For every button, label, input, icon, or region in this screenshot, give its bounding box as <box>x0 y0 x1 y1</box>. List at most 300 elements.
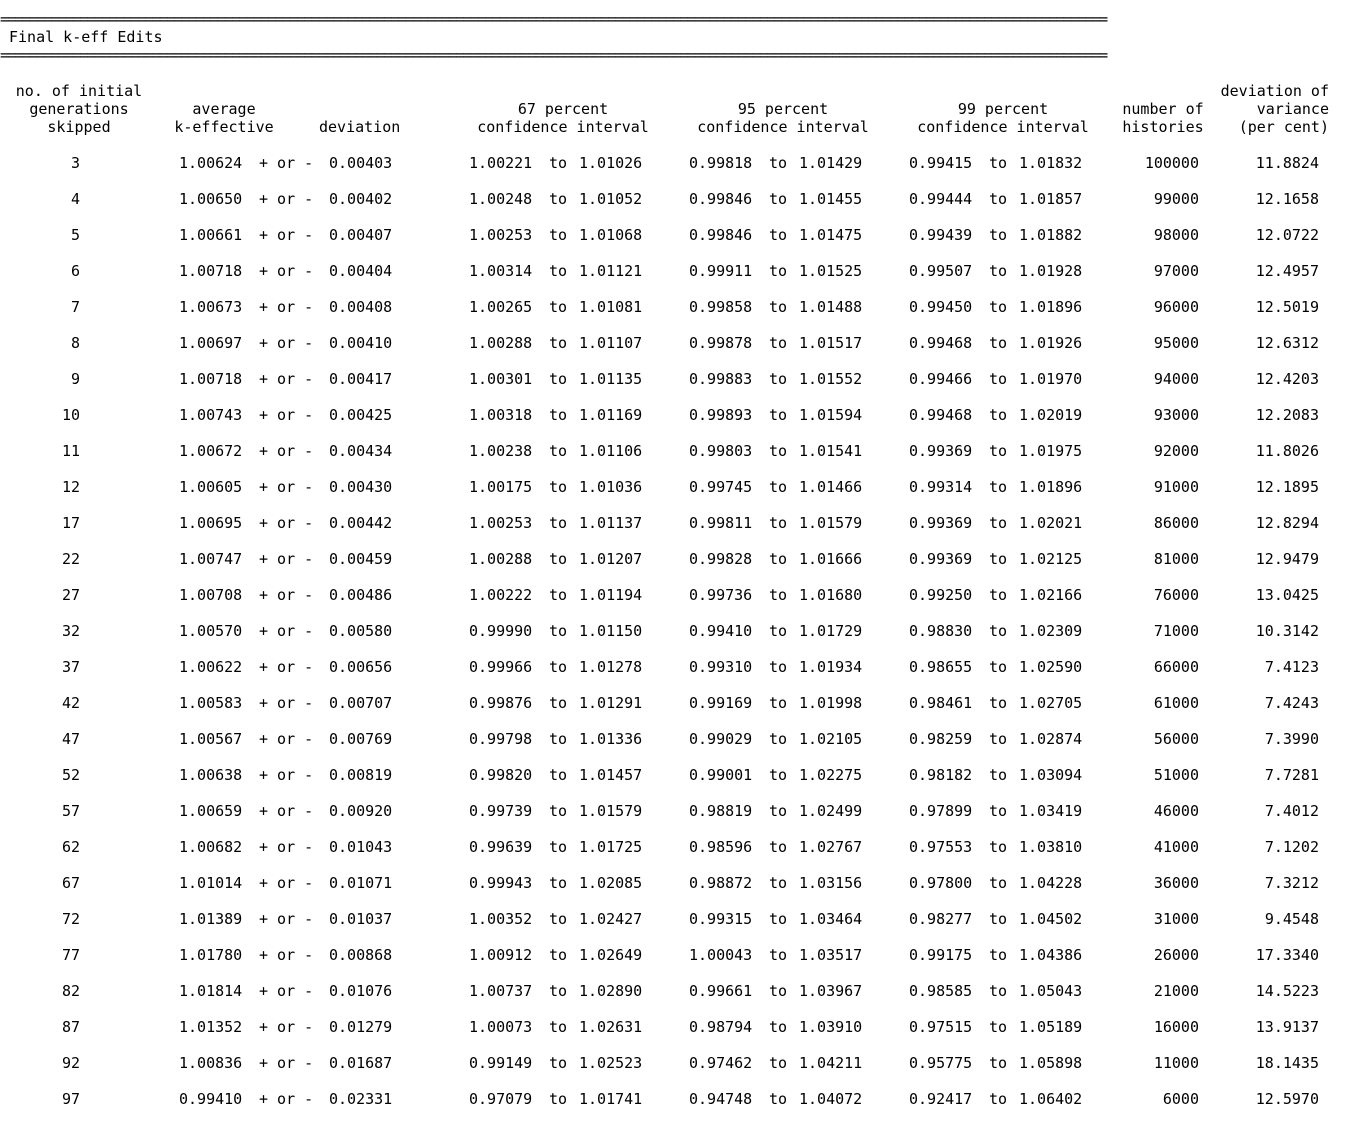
plus-minus: + or - <box>259 586 314 604</box>
ci95-low: 0.99001 <box>689 766 753 784</box>
ci95-low: 0.99803 <box>689 442 753 460</box>
ci99-high: 1.02874 <box>1019 730 1083 748</box>
variance-deviation: 11.8026 <box>1255 442 1319 460</box>
page-title: Final k-eff Edits <box>9 28 163 46</box>
ci67-high: 1.02085 <box>579 874 643 892</box>
ci99-to: to <box>989 298 1008 316</box>
ci67-to: to <box>549 1090 568 1108</box>
ci99-high: 1.02166 <box>1019 586 1083 604</box>
deviation: 0.00407 <box>329 226 393 244</box>
ci95-low: 0.99846 <box>689 190 753 208</box>
ci95-high: 1.04211 <box>799 1054 863 1072</box>
variance-deviation: 7.1202 <box>1264 838 1319 856</box>
ci95-to: to <box>769 478 788 496</box>
histories: 16000 <box>1153 1018 1199 1036</box>
ci67-to: to <box>549 622 568 640</box>
generations-skipped: 27 <box>61 586 80 604</box>
generations-skipped: 9 <box>70 370 80 388</box>
ci99-low: 0.98277 <box>909 910 973 928</box>
ci95-to: to <box>769 154 788 172</box>
ci95-to: to <box>769 298 788 316</box>
k-effective: 1.00673 <box>179 298 243 316</box>
ci95-low: 0.99745 <box>689 478 753 496</box>
generations-skipped: 11 <box>61 442 80 460</box>
ci95-high: 1.03156 <box>799 874 863 892</box>
ci67-to: to <box>549 658 568 676</box>
ci95-low: 0.98794 <box>689 1018 753 1036</box>
ci67-to: to <box>549 406 568 424</box>
ci99-high: 1.04228 <box>1019 874 1083 892</box>
variance-deviation: 7.3990 <box>1264 730 1319 748</box>
deviation: 0.00580 <box>329 622 393 640</box>
variance-deviation: 7.4243 <box>1264 694 1319 712</box>
histories: 98000 <box>1153 226 1199 244</box>
histories: 71000 <box>1153 622 1199 640</box>
header-average-line: k-effective <box>174 118 274 136</box>
ci99-to: to <box>989 190 1008 208</box>
ci99-high: 1.01970 <box>1019 370 1083 388</box>
ci99-to: to <box>989 154 1008 172</box>
histories: 26000 <box>1153 946 1199 964</box>
ci67-high: 1.01036 <box>579 478 643 496</box>
ci67-to: to <box>549 982 568 1000</box>
deviation: 0.00920 <box>329 802 393 820</box>
ci95-low: 0.99310 <box>689 658 753 676</box>
ci99-to: to <box>989 586 1008 604</box>
generations-skipped: 5 <box>70 226 80 244</box>
ci99-high: 1.05189 <box>1019 1018 1083 1036</box>
k-effective: 1.01780 <box>179 946 243 964</box>
plus-minus: + or - <box>259 946 314 964</box>
generations-skipped: 52 <box>61 766 80 784</box>
deviation: 0.00707 <box>329 694 393 712</box>
ci95-to: to <box>769 1054 788 1072</box>
ci67-low: 1.00238 <box>469 442 533 460</box>
histories: 86000 <box>1153 514 1199 532</box>
generations-skipped: 12 <box>61 478 80 496</box>
histories: 31000 <box>1153 910 1199 928</box>
ci99-high: 1.01926 <box>1019 334 1083 352</box>
ci67-to: to <box>549 190 568 208</box>
plus-minus: + or - <box>259 550 314 568</box>
ci99-high: 1.01896 <box>1019 478 1083 496</box>
ci99-high: 1.04386 <box>1019 946 1083 964</box>
ci67-low: 0.99876 <box>469 694 533 712</box>
ci95-high: 1.01466 <box>799 478 863 496</box>
ci99-to: to <box>989 694 1008 712</box>
ci95-to: to <box>769 550 788 568</box>
ci95-low: 0.98872 <box>689 874 753 892</box>
ci95-high: 1.01680 <box>799 586 863 604</box>
ci67-to: to <box>549 478 568 496</box>
histories: 41000 <box>1153 838 1199 856</box>
histories: 97000 <box>1153 262 1199 280</box>
plus-minus: + or - <box>259 406 314 424</box>
ci67-to: to <box>549 154 568 172</box>
ci95-to: to <box>769 658 788 676</box>
ci67-low: 0.99820 <box>469 766 533 784</box>
plus-minus: + or - <box>259 730 314 748</box>
ci67-low: 1.00288 <box>469 334 533 352</box>
k-effective: 1.01814 <box>179 982 243 1000</box>
ci67-high: 1.01278 <box>579 658 643 676</box>
histories: 94000 <box>1153 370 1199 388</box>
histories: 100000 <box>1144 154 1199 172</box>
ci95-to: to <box>769 694 788 712</box>
ci95-to: to <box>769 190 788 208</box>
ci99-low: 0.97515 <box>909 1018 973 1036</box>
variance-deviation: 18.1435 <box>1255 1054 1319 1072</box>
generations-skipped: 8 <box>70 334 80 352</box>
deviation: 0.02331 <box>329 1090 393 1108</box>
histories: 66000 <box>1153 658 1199 676</box>
ci67-to: to <box>549 874 568 892</box>
ci99-low: 0.99369 <box>909 514 973 532</box>
ci99-high: 1.05043 <box>1019 982 1083 1000</box>
deviation: 0.01279 <box>329 1018 393 1036</box>
deviation: 0.00410 <box>329 334 393 352</box>
ci99-high: 1.02019 <box>1019 406 1083 424</box>
ci99-high: 1.02021 <box>1019 514 1083 532</box>
ci95-to: to <box>769 874 788 892</box>
k-effective: 1.00747 <box>179 550 243 568</box>
generations-skipped: 77 <box>61 946 80 964</box>
ci95-to: to <box>769 838 788 856</box>
ci67-to: to <box>549 262 568 280</box>
k-effective: 1.00583 <box>179 694 243 712</box>
ci95-high: 1.01475 <box>799 226 863 244</box>
ci95-low: 0.99169 <box>689 694 753 712</box>
histories: 51000 <box>1153 766 1199 784</box>
ci67-high: 1.01137 <box>579 514 643 532</box>
k-effective: 1.00622 <box>179 658 243 676</box>
ci95-to: to <box>769 766 788 784</box>
variance-deviation: 12.1895 <box>1255 478 1319 496</box>
ci67-to: to <box>549 442 568 460</box>
plus-minus: + or - <box>259 694 314 712</box>
ci99-high: 1.01857 <box>1019 190 1083 208</box>
histories: 93000 <box>1153 406 1199 424</box>
k-effective: 1.01389 <box>179 910 243 928</box>
histories: 99000 <box>1153 190 1199 208</box>
ci99-to: to <box>989 982 1008 1000</box>
ci95-low: 1.00043 <box>689 946 753 964</box>
ci95-low: 0.98819 <box>689 802 753 820</box>
plus-minus: + or - <box>259 910 314 928</box>
ci99-to: to <box>989 478 1008 496</box>
variance-deviation: 12.9479 <box>1255 550 1319 568</box>
ci95-low: 0.97462 <box>689 1054 753 1072</box>
deviation: 0.00430 <box>329 478 393 496</box>
header-skipped-line: generations <box>29 100 129 118</box>
deviation: 0.00459 <box>329 550 393 568</box>
ci67-to: to <box>549 1054 568 1072</box>
ci95-low: 0.99846 <box>689 226 753 244</box>
deviation: 0.00486 <box>329 586 393 604</box>
histories: 76000 <box>1153 586 1199 604</box>
ci99-high: 1.02590 <box>1019 658 1083 676</box>
ci67-low: 0.99149 <box>469 1054 533 1072</box>
plus-minus: + or - <box>259 658 314 676</box>
ci67-high: 1.02649 <box>579 946 643 964</box>
k-effective: 1.00672 <box>179 442 243 460</box>
deviation: 0.00656 <box>329 658 393 676</box>
k-effective: 1.01014 <box>179 874 243 892</box>
plus-minus: + or - <box>259 766 314 784</box>
ci95-low: 0.99878 <box>689 334 753 352</box>
ci99-to: to <box>989 910 1008 928</box>
ci67-high: 1.01068 <box>579 226 643 244</box>
ci99-to: to <box>989 946 1008 964</box>
header-average-line: average <box>192 100 256 118</box>
variance-deviation: 12.6312 <box>1255 334 1319 352</box>
generations-skipped: 57 <box>61 802 80 820</box>
generations-skipped: 97 <box>61 1090 80 1108</box>
bottom-rule: ========================================================================================================================================================= <box>0 46 1107 64</box>
generations-skipped: 47 <box>61 730 80 748</box>
ci95-high: 1.01579 <box>799 514 863 532</box>
top-rule: ========================================================================================================================================================= <box>0 10 1107 28</box>
ci99-to: to <box>989 406 1008 424</box>
deviation: 0.01043 <box>329 838 393 856</box>
ci99-high: 1.01975 <box>1019 442 1083 460</box>
ci95-high: 1.02275 <box>799 766 863 784</box>
variance-deviation: 17.3340 <box>1255 946 1319 964</box>
ci95-to: to <box>769 622 788 640</box>
k-effective: 1.00697 <box>179 334 243 352</box>
plus-minus: + or - <box>259 1018 314 1036</box>
ci67-high: 1.01725 <box>579 838 643 856</box>
deviation: 0.00402 <box>329 190 393 208</box>
ci99-low: 0.98259 <box>909 730 973 748</box>
ci99-low: 0.99450 <box>909 298 973 316</box>
k-effective: 1.00650 <box>179 190 243 208</box>
k-effective: 1.00661 <box>179 226 243 244</box>
ci99-to: to <box>989 730 1008 748</box>
k-effective: 1.01352 <box>179 1018 243 1036</box>
ci95-low: 0.99818 <box>689 154 753 172</box>
ci99-low: 0.98182 <box>909 766 973 784</box>
ci99-to: to <box>989 622 1008 640</box>
ci95-high: 1.02767 <box>799 838 863 856</box>
variance-deviation: 12.8294 <box>1255 514 1319 532</box>
plus-minus: + or - <box>259 1054 314 1072</box>
header-skipped-line: no. of initial <box>15 82 143 100</box>
plus-minus: + or - <box>259 154 314 172</box>
k-effective: 1.00682 <box>179 838 243 856</box>
ci95-low: 0.99410 <box>689 622 753 640</box>
plus-minus: + or - <box>259 226 314 244</box>
ci99-low: 0.99369 <box>909 442 973 460</box>
ci67-high: 1.01457 <box>579 766 643 784</box>
header-ci95-line: confidence interval <box>697 118 869 136</box>
histories: 81000 <box>1153 550 1199 568</box>
k-effective: 1.00718 <box>179 262 243 280</box>
ci99-high: 1.03094 <box>1019 766 1083 784</box>
ci95-to: to <box>769 262 788 280</box>
header-ci99-line: confidence interval <box>917 118 1089 136</box>
histories: 61000 <box>1153 694 1199 712</box>
ci99-to: to <box>989 370 1008 388</box>
variance-deviation: 12.5019 <box>1255 298 1319 316</box>
ci95-low: 0.99029 <box>689 730 753 748</box>
generations-skipped: 87 <box>61 1018 80 1036</box>
plus-minus: + or - <box>259 514 314 532</box>
generations-skipped: 82 <box>61 982 80 1000</box>
ci99-low: 0.99369 <box>909 550 973 568</box>
ci67-high: 1.01121 <box>579 262 643 280</box>
variance-deviation: 13.0425 <box>1255 586 1319 604</box>
ci95-high: 1.01552 <box>799 370 863 388</box>
ci95-high: 1.03464 <box>799 910 863 928</box>
ci95-low: 0.99893 <box>689 406 753 424</box>
variance-deviation: 12.0722 <box>1255 226 1319 244</box>
ci99-low: 0.98830 <box>909 622 973 640</box>
variance-deviation: 7.4012 <box>1264 802 1319 820</box>
histories: 46000 <box>1153 802 1199 820</box>
ci67-low: 1.00248 <box>469 190 533 208</box>
histories: 92000 <box>1153 442 1199 460</box>
ci95-to: to <box>769 802 788 820</box>
ci67-low: 1.00288 <box>469 550 533 568</box>
header-ci99-line: 99 percent <box>957 100 1049 118</box>
ci67-high: 1.01150 <box>579 622 643 640</box>
ci99-low: 0.99468 <box>909 406 973 424</box>
variance-deviation: 12.4957 <box>1255 262 1319 280</box>
variance-deviation: 12.5970 <box>1255 1090 1319 1108</box>
ci99-to: to <box>989 838 1008 856</box>
ci95-to: to <box>769 1018 788 1036</box>
ci99-to: to <box>989 658 1008 676</box>
ci67-high: 1.02631 <box>579 1018 643 1036</box>
ci99-to: to <box>989 550 1008 568</box>
ci67-low: 1.00301 <box>469 370 533 388</box>
ci67-low: 1.00073 <box>469 1018 533 1036</box>
k-effective: 1.00638 <box>179 766 243 784</box>
ci99-high: 1.06402 <box>1019 1090 1083 1108</box>
ci95-high: 1.01525 <box>799 262 863 280</box>
ci67-high: 1.01741 <box>579 1090 643 1108</box>
variance-deviation: 12.1658 <box>1255 190 1319 208</box>
ci95-low: 0.99911 <box>689 262 753 280</box>
ci67-low: 0.97079 <box>469 1090 533 1108</box>
ci67-to: to <box>549 370 568 388</box>
header-deviation: deviation <box>319 118 401 136</box>
k-effective: 1.00570 <box>179 622 243 640</box>
ci99-low: 0.97553 <box>909 838 973 856</box>
deviation: 0.00819 <box>329 766 393 784</box>
ci67-high: 1.02523 <box>579 1054 643 1072</box>
ci95-to: to <box>769 982 788 1000</box>
plus-minus: + or - <box>259 262 314 280</box>
ci99-to: to <box>989 442 1008 460</box>
variance-deviation: 7.7281 <box>1264 766 1319 784</box>
header-histories-line: number of <box>1122 100 1204 118</box>
ci99-high: 1.01882 <box>1019 226 1083 244</box>
ci67-to: to <box>549 766 568 784</box>
ci99-low: 0.98585 <box>909 982 973 1000</box>
ci99-high: 1.03810 <box>1019 838 1083 856</box>
histories: 6000 <box>1162 1090 1199 1108</box>
ci99-to: to <box>989 262 1008 280</box>
variance-deviation: 13.9137 <box>1255 1018 1319 1036</box>
variance-deviation: 7.4123 <box>1264 658 1319 676</box>
ci67-to: to <box>549 514 568 532</box>
generations-skipped: 17 <box>61 514 80 532</box>
ci67-to: to <box>549 946 568 964</box>
ci99-high: 1.02705 <box>1019 694 1083 712</box>
k-effective: 1.00708 <box>179 586 243 604</box>
ci99-low: 0.99507 <box>909 262 973 280</box>
ci99-to: to <box>989 874 1008 892</box>
header-ci95-line: 95 percent <box>737 100 829 118</box>
deviation: 0.00434 <box>329 442 393 460</box>
ci99-high: 1.01896 <box>1019 298 1083 316</box>
ci95-high: 1.01517 <box>799 334 863 352</box>
ci67-high: 1.02427 <box>579 910 643 928</box>
ci95-low: 0.99883 <box>689 370 753 388</box>
histories: 11000 <box>1153 1054 1199 1072</box>
plus-minus: + or - <box>259 802 314 820</box>
ci95-high: 1.01934 <box>799 658 863 676</box>
ci99-low: 0.99415 <box>909 154 973 172</box>
ci67-low: 0.99966 <box>469 658 533 676</box>
generations-skipped: 42 <box>61 694 80 712</box>
ci95-low: 0.98596 <box>689 838 753 856</box>
ci99-low: 0.97899 <box>909 802 973 820</box>
ci99-to: to <box>989 1018 1008 1036</box>
ci67-high: 1.01169 <box>579 406 643 424</box>
ci95-low: 0.99828 <box>689 550 753 568</box>
ci67-low: 1.00352 <box>469 910 533 928</box>
plus-minus: + or - <box>259 622 314 640</box>
generations-skipped: 3 <box>70 154 80 172</box>
ci67-low: 1.00221 <box>469 154 533 172</box>
deviation: 0.00417 <box>329 370 393 388</box>
ci67-low: 0.99990 <box>469 622 533 640</box>
generations-skipped: 7 <box>70 298 80 316</box>
plus-minus: + or - <box>259 478 314 496</box>
plus-minus: + or - <box>259 838 314 856</box>
ci67-low: 1.00222 <box>469 586 533 604</box>
ci67-to: to <box>549 694 568 712</box>
ci67-to: to <box>549 334 568 352</box>
generations-skipped: 32 <box>61 622 80 640</box>
ci95-to: to <box>769 226 788 244</box>
histories: 91000 <box>1153 478 1199 496</box>
generations-skipped: 6 <box>70 262 80 280</box>
generations-skipped: 10 <box>61 406 80 424</box>
ci95-high: 1.01488 <box>799 298 863 316</box>
ci95-to: to <box>769 370 788 388</box>
k-effective: 1.00718 <box>179 370 243 388</box>
ci95-high: 1.02105 <box>799 730 863 748</box>
deviation: 0.01687 <box>329 1054 393 1072</box>
header-histories-line: histories <box>1122 118 1204 136</box>
ci67-high: 1.01194 <box>579 586 643 604</box>
variance-deviation: 10.3142 <box>1255 622 1319 640</box>
ci67-to: to <box>549 226 568 244</box>
ci95-low: 0.94748 <box>689 1090 753 1108</box>
ci95-low: 0.99661 <box>689 982 753 1000</box>
ci67-high: 1.01107 <box>579 334 643 352</box>
ci99-low: 0.99314 <box>909 478 973 496</box>
ci67-low: 1.00265 <box>469 298 533 316</box>
deviation: 0.01076 <box>329 982 393 1000</box>
ci99-to: to <box>989 226 1008 244</box>
ci95-high: 1.01998 <box>799 694 863 712</box>
generations-skipped: 37 <box>61 658 80 676</box>
